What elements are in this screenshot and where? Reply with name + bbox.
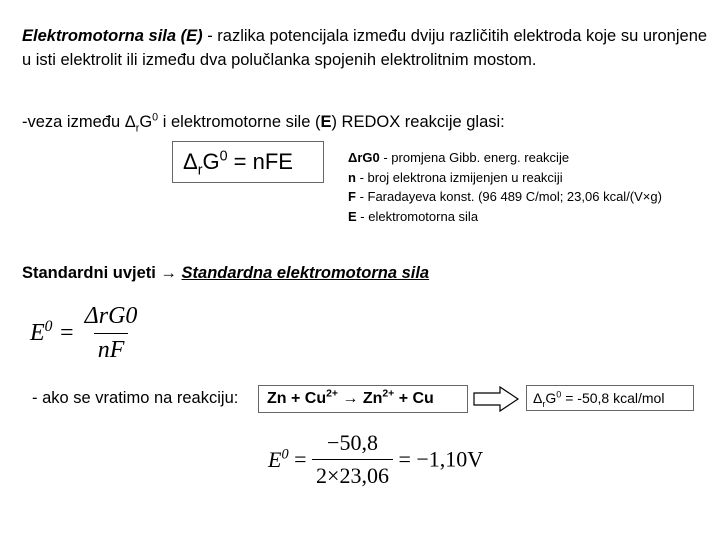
relation-middle: i elektromotorne sile (: [158, 113, 321, 131]
delta-g-value-symbol: $\Delta_rG^0$: [533, 389, 562, 409]
legend-item: F - Faradayeva konst. (96 489 C/mol; 23,06 kcal/(V×g): [348, 189, 662, 204]
main-equation-lhs: $\Delta_rG^0$: [183, 148, 228, 179]
formula1-denominator: nF: [94, 333, 129, 364]
legend-item: E - elektromotorna sila: [348, 208, 479, 224]
right-arrow-icon: [472, 385, 520, 413]
delta-g-value-box: [526, 385, 694, 411]
main-equation-rhs: = nFE: [227, 149, 293, 174]
standard-right: Standardna elektromotorna sila: [181, 264, 430, 282]
formula1-numerator: ΔrG0: [84, 303, 138, 329]
formula2-equals: =: [288, 446, 313, 472]
intro-text: - razlika potencijala između dviju različitih elektroda koje su uronjene u isti elektrolit ili između dva polučlanka spojenih elektrolitnim mostom.: [22, 27, 708, 69]
legend-item: ΔrG0 - promjena Gibb. energ. reakcije: [348, 150, 570, 165]
delta-g-value: = -50,8 kcal/mol: [561, 390, 665, 406]
relation-suffix: ) REDOX reakcije glasi:: [331, 113, 505, 131]
standard-left: Standardni uvjeti →: [22, 264, 182, 282]
formula2-lhs: $E^0$: [268, 446, 289, 472]
relation-prefix: -veza između: [22, 113, 125, 131]
formula2-denominator: 2×23,06: [312, 459, 393, 489]
intro-paragraph: [22, 24, 712, 72]
legend-item: n - broj elektrona izmijenjen u reakciji: [348, 169, 563, 185]
formula2-fraction: [312, 430, 393, 489]
intro-term: Elektromotorna sila (E): [22, 27, 203, 45]
formula2-numerator: −50,8: [327, 430, 378, 455]
reaction-lead: - ako se vratimo na reakciju:: [32, 389, 239, 407]
standard-conditions-heading: [22, 264, 429, 283]
main-equation-box: [172, 141, 324, 183]
formula-standard-emf: [30, 303, 141, 364]
delta-g-symbol: $\Delta_rG^0$: [124, 111, 159, 135]
formula1-fraction: [81, 303, 142, 364]
formula1-equals: =: [52, 320, 81, 346]
relation-line: [22, 111, 505, 135]
formula-calculation: [268, 430, 483, 489]
formula2-result: = −1,10V: [392, 446, 484, 472]
symbol-legend: [348, 148, 662, 226]
formula1-lhs: $E^0$: [30, 318, 53, 346]
reaction-equation-box: $Zn + Cu^{2+} \to Zn^{2+} + Cu$: [258, 385, 468, 413]
relation-e: E: [320, 113, 332, 131]
